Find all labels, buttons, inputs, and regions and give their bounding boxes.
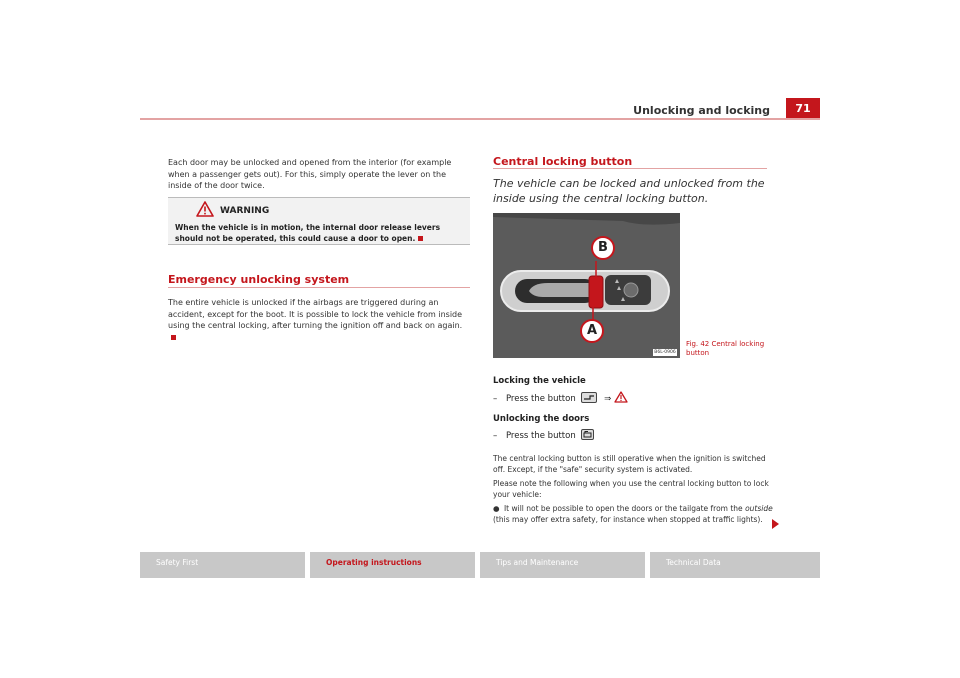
warning-text: When the vehicle is in motion, the internal door release levers should not be operated, this could cause a door to open. [175,223,441,243]
section-rule [168,287,470,288]
bullet-lead: It will not be possible to open the doors or the tailgate from the [503,504,743,513]
emergency-paragraph: The entire vehicle is unlocked if the airbags are triggered during an accident, except for the boot. It is possible to lock the vehicle from inside using the central locking, after turning the ignition off and back on again. [168,298,463,330]
unlocking-step-text: Press the button [505,431,576,441]
step-dash: – [493,431,498,441]
bullet-emphasis: outside [745,504,773,513]
figure-caption: Fig. 42 Central locking button [686,340,765,357]
running-header-title: Unlocking and locking [633,104,770,117]
callout-a: A [586,323,598,338]
note-paragraph-2: Please note the following when you use the central locking button to lock your vehicle: [493,479,769,499]
callout-b: B [598,240,608,255]
footer-tab-tips-and-maintenance[interactable]: Tips and Maintenance [480,552,645,578]
bullet-dot: ● [493,504,500,513]
end-of-section-marker [418,236,423,241]
locking-heading: Locking the vehicle [493,376,586,386]
lock-button-icon [581,392,597,403]
notes-block [493,454,775,525]
unlocking-step [493,429,594,441]
warning-ref-icon [614,391,628,403]
warning-text-block [175,222,468,244]
emergency-paragraph-block [168,297,470,343]
locking-step [493,391,628,404]
unlock-button-icon [581,429,594,440]
step-dash: – [493,394,498,404]
intro-paragraph: Each door may be unlocked and opened from the interior (for example when a passenger gets out). For this, simply operate the lever on the inside of the door twice. [168,158,452,190]
section-subtitle: The vehicle can be locked and unlocked from the inside using the central locking button. [493,177,765,205]
footer-tab-operating-instructions[interactable]: Operating instructions [310,552,475,578]
bullet-item [493,504,775,525]
figure-code: B6L-0906 [654,350,676,355]
emergency-section-heading: Emergency unlocking system [168,273,350,286]
door-handle-figure [493,213,680,358]
locking-step-text: Press the button [505,394,576,404]
central-locking-heading: Central locking button [493,155,633,168]
note-paragraph-1: The central locking button is still operative when the ignition is switched off. Except, if the "safe" security system is activated. [493,454,766,474]
bullet-tail: (this may offer extra safety, for instance when stopped at traffic lights). [493,514,763,524]
footer-tab-safety-first[interactable]: Safety First [140,552,305,578]
end-of-section-marker [171,335,176,340]
warning-title: WARNING [220,206,270,216]
page-number-badge: 71 [786,98,820,120]
footer-tab-technical-data[interactable]: Technical Data [650,552,820,578]
warning-triangle-icon [196,201,214,217]
next-page-arrow-icon[interactable] [772,519,779,529]
cross-reference-arrow: ⇒ [604,394,612,404]
unlocking-heading: Unlocking the doors [493,414,590,424]
section-rule [493,168,767,169]
header-rule [140,118,820,120]
